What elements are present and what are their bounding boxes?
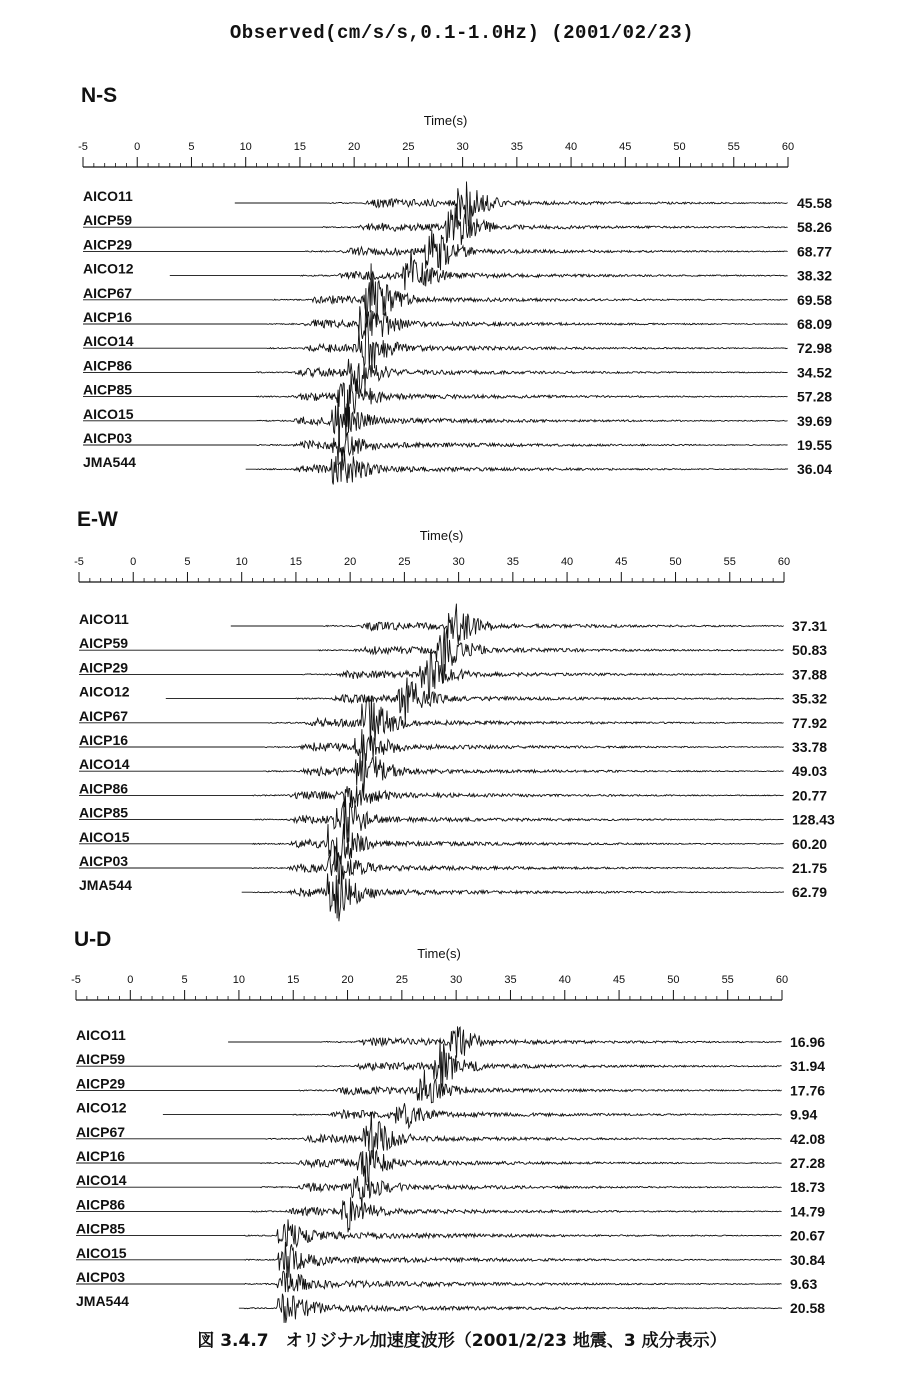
station-label: AICP67 xyxy=(76,1123,126,1140)
waveform-trace xyxy=(79,729,784,766)
peak-value-label: 9.63 xyxy=(790,1276,818,1292)
station-label: AICP03 xyxy=(79,853,129,869)
waveform-trace xyxy=(83,319,788,370)
peak-value-label: 39.69 xyxy=(797,412,833,429)
x-tick-label: 45 xyxy=(612,974,626,986)
peak-value-label: 17.76 xyxy=(790,1082,826,1099)
station-label: AICO14 xyxy=(79,756,130,773)
x-tick-label: 30 xyxy=(456,141,469,153)
x-tick-label: 15 xyxy=(287,974,300,986)
station-label: AICP86 xyxy=(83,357,133,374)
peak-value-label: 34.52 xyxy=(797,364,833,381)
x-tick-label: 60 xyxy=(777,556,791,568)
panel-title: N-S xyxy=(81,84,118,107)
x-tick-label: -5 xyxy=(74,556,84,568)
x-tick-label: 10 xyxy=(235,556,248,568)
waveform-trace xyxy=(166,678,784,724)
waveform-trace xyxy=(163,1103,782,1128)
station-label: AICP85 xyxy=(76,1220,126,1237)
x-tick-label: 0 xyxy=(127,974,134,986)
station-label: AICP86 xyxy=(79,780,129,797)
station-label: AICO11 xyxy=(79,611,129,627)
waveform-trace xyxy=(170,250,788,291)
station-label: AICP16 xyxy=(76,1148,126,1164)
peak-value-label: 9.94 xyxy=(790,1106,818,1123)
waveform-trace xyxy=(76,1112,782,1159)
x-tick-label: 0 xyxy=(134,141,141,153)
peak-value-label: 62.79 xyxy=(792,884,828,901)
station-label: AICO14 xyxy=(83,333,134,350)
peak-value-label: 60.20 xyxy=(792,835,828,852)
station-label: AICP29 xyxy=(79,659,129,676)
waveform-trace xyxy=(242,870,784,922)
x-tick-label: 10 xyxy=(239,141,252,153)
x-tick-label: 45 xyxy=(619,141,632,153)
peak-value-label: 68.09 xyxy=(797,316,833,332)
waveform-trace xyxy=(83,230,788,270)
x-tick-label: 30 xyxy=(450,974,463,986)
peak-value-label: 30.84 xyxy=(790,1251,826,1268)
station-label: AICO14 xyxy=(76,1172,127,1189)
peak-value-label: 36.04 xyxy=(797,461,833,478)
peak-value-label: 14.79 xyxy=(790,1203,826,1220)
waveform-trace xyxy=(83,359,788,394)
station-label: AICP85 xyxy=(83,381,133,398)
panel-e-w xyxy=(74,508,835,921)
station-label: JMA544 xyxy=(83,454,136,471)
x-tick-label: -5 xyxy=(78,141,88,153)
waveform-trace xyxy=(76,1219,782,1246)
x-tick-label: 50 xyxy=(673,141,686,153)
x-tick-label: 15 xyxy=(293,141,307,153)
station-label: AICP29 xyxy=(76,1075,126,1092)
waveform-trace xyxy=(246,447,788,485)
peak-value-label: 20.77 xyxy=(792,787,828,804)
peak-value-label: 50.83 xyxy=(792,642,828,659)
waveform-trace xyxy=(83,426,788,465)
waveform-trace xyxy=(79,783,784,807)
station-label: AICP85 xyxy=(79,804,129,821)
station-label: JMA544 xyxy=(79,877,132,894)
waveform-trace xyxy=(79,824,784,871)
x-tick-label: 55 xyxy=(727,141,740,153)
waveform-trace xyxy=(228,1026,782,1057)
x-tick-label: -5 xyxy=(71,974,81,986)
peak-value-label: 77.92 xyxy=(792,714,828,731)
station-label: AICP03 xyxy=(76,1269,126,1285)
waveform-trace xyxy=(76,1040,782,1092)
x-tick-label: 20 xyxy=(348,141,361,153)
peak-value-label: 69.58 xyxy=(797,291,833,308)
waveform-trace xyxy=(79,653,784,699)
peak-value-label: 19.55 xyxy=(797,437,833,453)
peak-value-label: 20.67 xyxy=(790,1227,826,1244)
peak-value-label: 128.43 xyxy=(792,811,835,828)
figure-caption: 図 3.4.7 オリジナル加速度波形（2001/2/23 地震、3 成分表示） xyxy=(197,1331,727,1351)
waveform-trace xyxy=(83,374,788,427)
x-tick-label: 5 xyxy=(188,141,195,153)
x-tick-label: 50 xyxy=(667,974,680,986)
station-label: AICO15 xyxy=(76,1244,127,1261)
x-tick-label: 25 xyxy=(395,974,408,986)
panel-title: E-W xyxy=(77,508,118,531)
panel-n-s xyxy=(78,84,832,485)
station-label: AICP29 xyxy=(83,236,133,253)
station-label: AICP16 xyxy=(83,309,133,325)
x-tick-label: 35 xyxy=(506,556,519,568)
x-tick-label: 50 xyxy=(669,556,682,568)
peak-value-label: 21.75 xyxy=(792,860,828,876)
station-label: AICP59 xyxy=(79,635,129,652)
waveform-trace xyxy=(231,604,784,644)
x-axis-title: Time(s) xyxy=(417,946,461,961)
station-label: AICO12 xyxy=(79,683,130,700)
waveform-trace xyxy=(83,288,788,339)
x-tick-label: 10 xyxy=(232,974,246,986)
x-tick-label: 20 xyxy=(341,974,354,986)
peak-value-label: 45.58 xyxy=(797,195,833,211)
station-label: AICO11 xyxy=(76,1027,126,1043)
waveform-trace xyxy=(79,846,784,884)
waveform-trace xyxy=(76,1242,782,1278)
station-label: AICO12 xyxy=(76,1099,127,1116)
peak-value-label: 49.03 xyxy=(792,763,828,780)
station-label: AICP03 xyxy=(83,430,133,446)
peak-value-label: 16.96 xyxy=(790,1034,826,1050)
waveform-trace xyxy=(76,1271,782,1292)
waveform-trace xyxy=(79,696,784,749)
station-label: AICP86 xyxy=(76,1196,126,1213)
peak-value-label: 38.32 xyxy=(797,267,833,284)
station-label: AICO12 xyxy=(83,260,134,277)
waveform-trace xyxy=(79,796,784,843)
x-tick-label: 45 xyxy=(615,556,628,568)
peak-value-label: 33.78 xyxy=(792,739,828,755)
peak-value-label: 42.08 xyxy=(790,1130,826,1147)
x-tick-label: 20 xyxy=(344,556,357,568)
x-axis-title: Time(s) xyxy=(419,528,464,543)
waveform-trace xyxy=(239,1294,782,1323)
waveform-trace xyxy=(79,753,784,796)
peak-value-label: 72.98 xyxy=(797,340,833,357)
x-tick-label: 25 xyxy=(402,141,415,153)
peak-value-label: 20.58 xyxy=(790,1300,826,1317)
x-tick-label: 55 xyxy=(721,974,734,986)
x-tick-label: 15 xyxy=(289,556,303,568)
peak-value-label: 18.73 xyxy=(790,1179,826,1196)
peak-value-label: 57.28 xyxy=(797,388,833,405)
station-label: AICO15 xyxy=(79,828,130,845)
station-label: AICO11 xyxy=(83,188,133,204)
x-tick-label: 40 xyxy=(560,556,574,568)
station-label: AICP59 xyxy=(83,212,133,229)
peak-value-label: 31.94 xyxy=(790,1058,826,1075)
x-tick-label: 40 xyxy=(564,141,578,153)
x-tick-label: 40 xyxy=(558,974,571,986)
x-tick-label: 60 xyxy=(775,974,789,986)
x-tick-label: 0 xyxy=(130,556,137,568)
panel-u-d xyxy=(71,928,825,1323)
station-label: JMA544 xyxy=(76,1293,129,1310)
waveform-trace xyxy=(76,1070,782,1103)
peak-value-label: 58.26 xyxy=(797,219,833,236)
waveform-trace xyxy=(235,182,788,227)
x-tick-label: 5 xyxy=(181,974,188,986)
waveform-trace xyxy=(83,397,788,446)
x-axis-title: Time(s) xyxy=(423,113,468,128)
peak-value-label: 37.88 xyxy=(792,666,828,683)
panel-title: U-D xyxy=(74,928,112,951)
x-tick-label: 5 xyxy=(184,556,191,568)
x-tick-label: 30 xyxy=(452,556,465,568)
waveform-trace xyxy=(83,260,788,325)
page-title: Observed(cm/s/s,0.1-1.0Hz) (2001/02/23) xyxy=(229,22,695,44)
peak-value-label: 27.28 xyxy=(790,1155,826,1171)
x-tick-label: 25 xyxy=(398,556,411,568)
station-label: AICO15 xyxy=(83,405,134,422)
x-tick-label: 35 xyxy=(504,974,517,986)
x-tick-label: 55 xyxy=(723,556,736,568)
x-tick-label: 60 xyxy=(781,141,795,153)
peak-value-label: 37.31 xyxy=(792,618,828,634)
x-tick-label: 35 xyxy=(510,141,523,153)
peak-value-label: 35.32 xyxy=(792,690,828,707)
waveform-trace xyxy=(76,1197,782,1232)
peak-value-label: 68.77 xyxy=(797,243,833,260)
station-label: AICP67 xyxy=(83,284,133,301)
station-label: AICP16 xyxy=(79,732,129,748)
station-label: AICP67 xyxy=(79,707,129,724)
waveform-trace xyxy=(76,1151,782,1183)
station-label: AICP59 xyxy=(76,1051,126,1068)
waveform-trace xyxy=(83,204,788,245)
waveform-trace xyxy=(76,1172,782,1205)
